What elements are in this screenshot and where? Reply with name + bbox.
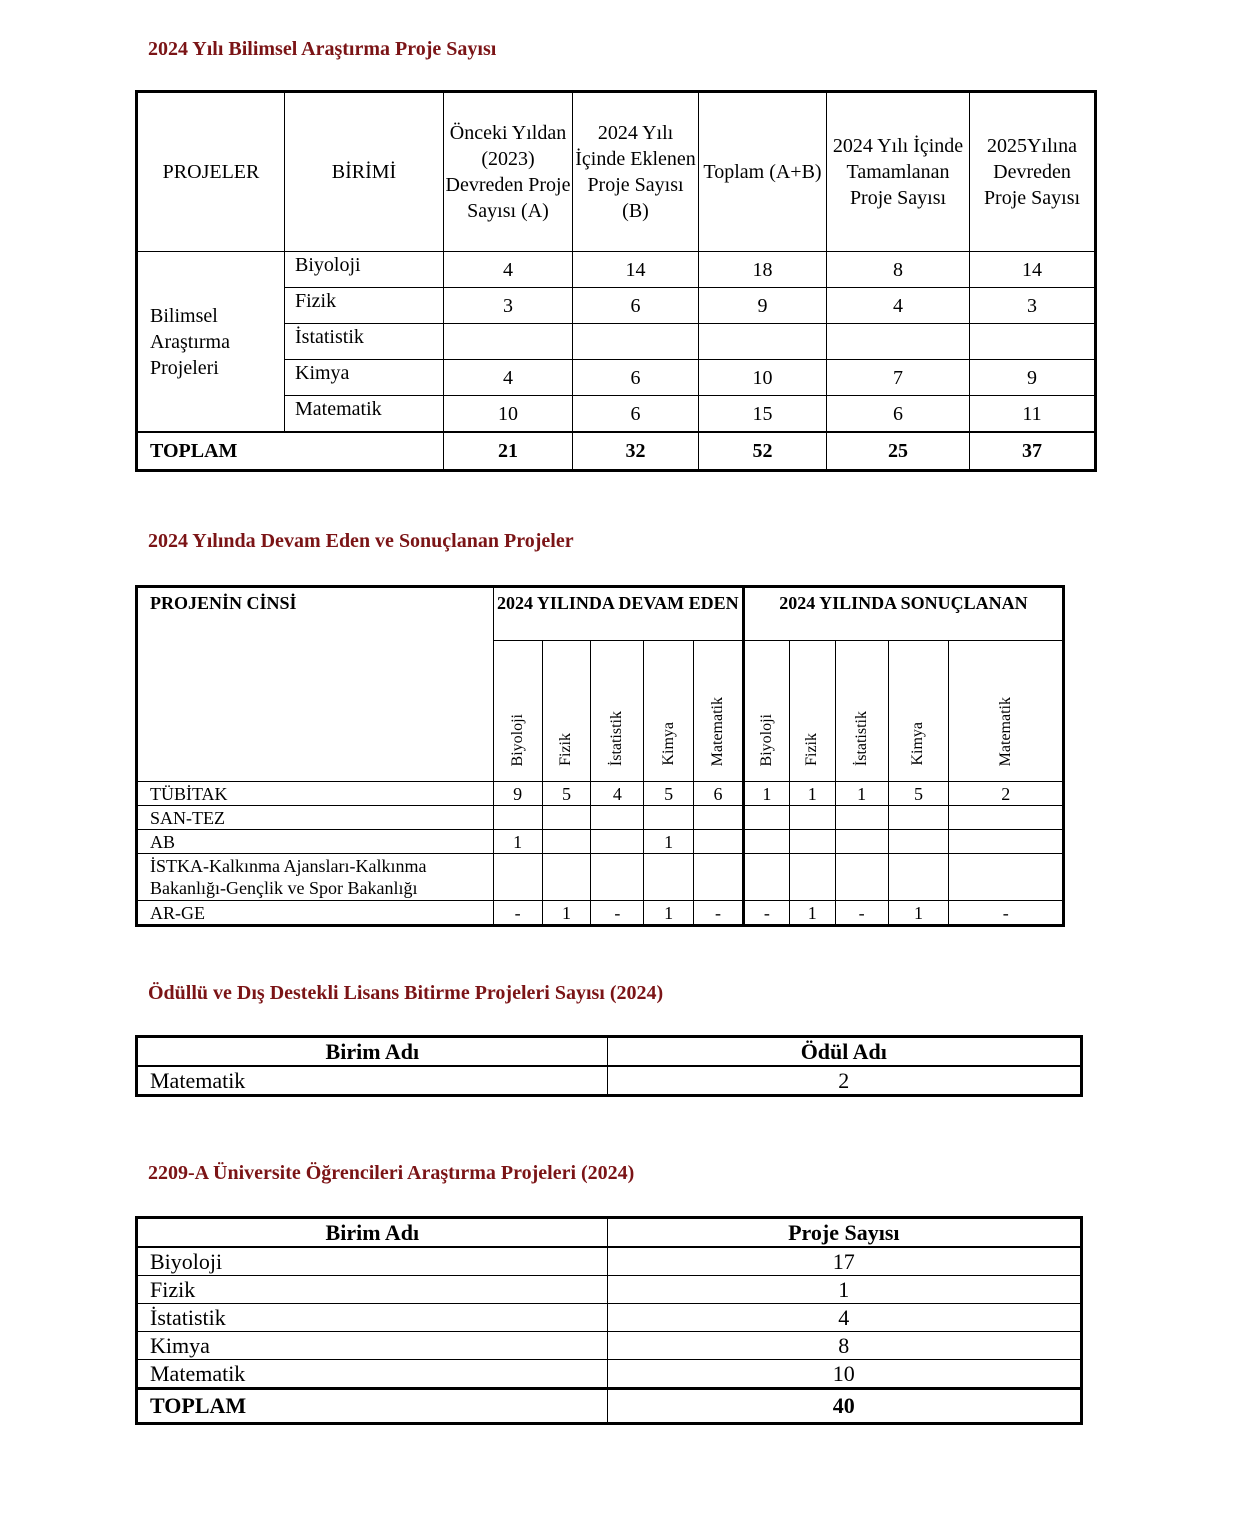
unit-header: [591, 641, 644, 782]
unit-header-label: Fizik: [557, 733, 575, 766]
total-cell: 37: [970, 432, 1096, 471]
value-cell: [789, 854, 835, 901]
value-cell: 14: [573, 252, 699, 288]
value-cell: [542, 806, 591, 830]
value-cell: [835, 854, 888, 901]
table-row: [137, 1276, 1082, 1304]
value-cell: [542, 854, 591, 901]
value-cell: 1: [644, 830, 694, 854]
value-cell: 6: [573, 396, 699, 433]
value-cell: 5: [542, 782, 591, 806]
table-row: [137, 1304, 1082, 1332]
value-cell: [743, 854, 789, 901]
section3-title: Ödüllü ve Dış Destekli Lisans Bitirme Projeleri Sayısı (2024): [148, 982, 664, 1004]
value-cell: [694, 830, 744, 854]
value-cell: 4: [444, 252, 573, 288]
ongoing-completed-table: [135, 585, 1065, 927]
value-cell: [743, 830, 789, 854]
value-cell: -: [743, 901, 789, 926]
header-sonuclanan: 2024 YILINDA SONUÇLANAN: [743, 587, 1063, 641]
unit-header: [493, 641, 542, 782]
value-cell: 4: [607, 1304, 1081, 1332]
header-devreden: 2025Yılına Devreden Proje Sayısı: [970, 92, 1096, 252]
value-cell: [789, 806, 835, 830]
row-label: [137, 854, 494, 901]
value-cell: 9: [970, 360, 1096, 396]
award-projects-table: [135, 1035, 1083, 1097]
unit-header-label: İstatistik: [852, 710, 870, 766]
value-cell: -: [694, 901, 744, 926]
value-cell: [493, 854, 542, 901]
row-label: Matematik: [137, 1066, 608, 1096]
total-cell: 40: [607, 1389, 1081, 1424]
value-cell: [789, 830, 835, 854]
value-cell: [591, 830, 644, 854]
unit-header-label: Fizik: [803, 733, 821, 766]
unit-header: [949, 641, 1064, 782]
value-cell: [694, 854, 744, 901]
value-cell: [699, 324, 827, 360]
value-cell: 1: [493, 830, 542, 854]
row-label-line: İSTKA-Kalkınma Ajansları-Kalkınma: [150, 856, 427, 876]
value-cell: 10: [444, 396, 573, 433]
value-cell: [694, 806, 744, 830]
table-header-row: [137, 1218, 1082, 1248]
value-cell: 11: [970, 396, 1096, 433]
value-cell: 17: [607, 1247, 1081, 1276]
value-cell: 5: [888, 782, 949, 806]
total-cell: 52: [699, 432, 827, 471]
row-label: AB: [137, 830, 494, 854]
header-odul-adi: Ödül Adı: [607, 1037, 1081, 1067]
header-tamamlanan: 2024 Yılı İçinde Tamamlanan Proje Sayısı: [827, 92, 970, 252]
value-cell: 10: [699, 360, 827, 396]
value-cell: [444, 324, 573, 360]
header-toplam: Toplam (A+B): [699, 92, 827, 252]
birim-cell: Kimya: [285, 360, 444, 396]
value-cell: -: [949, 901, 1064, 926]
value-cell: -: [493, 901, 542, 926]
value-cell: 2: [607, 1066, 1081, 1096]
value-cell: [743, 806, 789, 830]
unit-header-label: İstatistik: [608, 710, 626, 766]
value-cell: 6: [694, 782, 744, 806]
value-cell: [949, 806, 1064, 830]
value-cell: [827, 324, 970, 360]
birim-cell: Matematik: [285, 396, 444, 433]
unit-header: [888, 641, 949, 782]
value-cell: 3: [970, 288, 1096, 324]
value-cell: 3: [444, 288, 573, 324]
row-label: Fizik: [137, 1276, 608, 1304]
total-cell: 21: [444, 432, 573, 471]
unit-header: [542, 641, 591, 782]
value-cell: [835, 806, 888, 830]
table-row: [137, 1066, 1082, 1096]
value-cell: 15: [699, 396, 827, 433]
row-label: TÜBİTAK: [137, 782, 494, 806]
value-cell: 7: [827, 360, 970, 396]
value-cell: [591, 854, 644, 901]
header-projenin-cinsi: PROJENİN CİNSİ: [137, 587, 494, 782]
student-projects-table: [135, 1216, 1083, 1425]
table-row: [137, 1332, 1082, 1360]
value-cell: 2: [949, 782, 1064, 806]
value-cell: [542, 830, 591, 854]
value-cell: 6: [573, 288, 699, 324]
research-projects-table: [135, 90, 1097, 472]
total-row: [137, 432, 1096, 471]
unit-header-label: Biyoloji: [508, 713, 526, 766]
header-projeler: PROJELER: [137, 92, 285, 252]
value-cell: -: [591, 901, 644, 926]
header-birim-adi: Birim Adı: [137, 1218, 608, 1248]
value-cell: 1: [743, 782, 789, 806]
unit-header: [835, 641, 888, 782]
row-label: Matematik: [137, 1360, 608, 1389]
header-birim-adi: Birim Adı: [137, 1037, 608, 1067]
row-label: AR-GE: [137, 901, 494, 926]
unit-header: [789, 641, 835, 782]
value-cell: [970, 324, 1096, 360]
group-header-row: [137, 587, 1064, 641]
value-cell: [493, 806, 542, 830]
total-label: TOPLAM: [137, 432, 444, 471]
value-cell: 18: [699, 252, 827, 288]
total-row: [137, 1389, 1082, 1424]
total-label: TOPLAM: [137, 1389, 608, 1424]
unit-header: [694, 641, 744, 782]
section2-title: 2024 Yılında Devam Eden ve Sonuçlanan Projeler: [148, 530, 574, 552]
table-row: [137, 830, 1064, 854]
unit-header-label: Biyoloji: [757, 713, 775, 766]
row-label: Biyoloji: [137, 1247, 608, 1276]
value-cell: 1: [542, 901, 591, 926]
row-label: Kimya: [137, 1332, 608, 1360]
unit-header: [644, 641, 694, 782]
value-cell: 8: [607, 1332, 1081, 1360]
table-row: [137, 901, 1064, 926]
unit-header-label: Matematik: [709, 696, 727, 766]
value-cell: 1: [607, 1276, 1081, 1304]
row-label: SAN-TEZ: [137, 806, 494, 830]
value-cell: 8: [827, 252, 970, 288]
value-cell: [949, 830, 1064, 854]
value-cell: 1: [644, 901, 694, 926]
header-birimi: BİRİMİ: [285, 92, 444, 252]
table-header-row: [137, 1037, 1082, 1067]
section1-title: 2024 Yılı Bilimsel Araştırma Proje Sayısı: [148, 38, 497, 60]
total-cell: 25: [827, 432, 970, 471]
unit-header-label: Matematik: [996, 696, 1014, 766]
group-label: Bilimsel Araştırma Projeleri: [137, 252, 285, 433]
value-cell: 4: [591, 782, 644, 806]
header-proje-sayisi: Proje Sayısı: [607, 1218, 1081, 1248]
birim-cell: Fizik: [285, 288, 444, 324]
value-cell: [888, 830, 949, 854]
table-row: [137, 806, 1064, 830]
value-cell: 14: [970, 252, 1096, 288]
value-cell: [888, 806, 949, 830]
table-header-row: [137, 92, 1096, 252]
value-cell: [644, 806, 694, 830]
value-cell: [573, 324, 699, 360]
value-cell: 5: [644, 782, 694, 806]
value-cell: -: [835, 901, 888, 926]
section4-title: 2209-A Üniversite Öğrencileri Araştırma Projeleri (2024): [148, 1162, 635, 1184]
value-cell: [644, 854, 694, 901]
table-row: [137, 252, 1096, 288]
unit-header: [743, 641, 789, 782]
header-onceki-yil: Önceki Yıldan (2023) Devreden Proje Sayısı (A): [444, 92, 573, 252]
value-cell: 10: [607, 1360, 1081, 1389]
value-cell: 1: [789, 782, 835, 806]
total-cell: 32: [573, 432, 699, 471]
table-row: [137, 1247, 1082, 1276]
value-cell: 9: [493, 782, 542, 806]
birim-cell: İstatistik: [285, 324, 444, 360]
value-cell: 4: [827, 288, 970, 324]
header-devam-eden: 2024 YILINDA DEVAM EDEN: [493, 587, 743, 641]
birim-cell: Biyoloji: [285, 252, 444, 288]
unit-header-label: Kimya: [909, 722, 927, 766]
unit-header-label: Kimya: [659, 722, 677, 766]
value-cell: [835, 830, 888, 854]
value-cell: 4: [444, 360, 573, 396]
value-cell: [591, 806, 644, 830]
table-row: [137, 782, 1064, 806]
table-row: [137, 854, 1064, 901]
value-cell: [949, 854, 1064, 901]
row-label: İstatistik: [137, 1304, 608, 1332]
value-cell: 6: [827, 396, 970, 433]
value-cell: 9: [699, 288, 827, 324]
header-eklenen: 2024 Yılı İçinde Eklenen Proje Sayısı (B): [573, 92, 699, 252]
value-cell: [888, 854, 949, 901]
row-label-line: Bakanlığı-Gençlik ve Spor Bakanlığı: [150, 878, 418, 898]
value-cell: 1: [888, 901, 949, 926]
table-row: [137, 1360, 1082, 1389]
value-cell: 6: [573, 360, 699, 396]
value-cell: 1: [835, 782, 888, 806]
value-cell: 1: [789, 901, 835, 926]
